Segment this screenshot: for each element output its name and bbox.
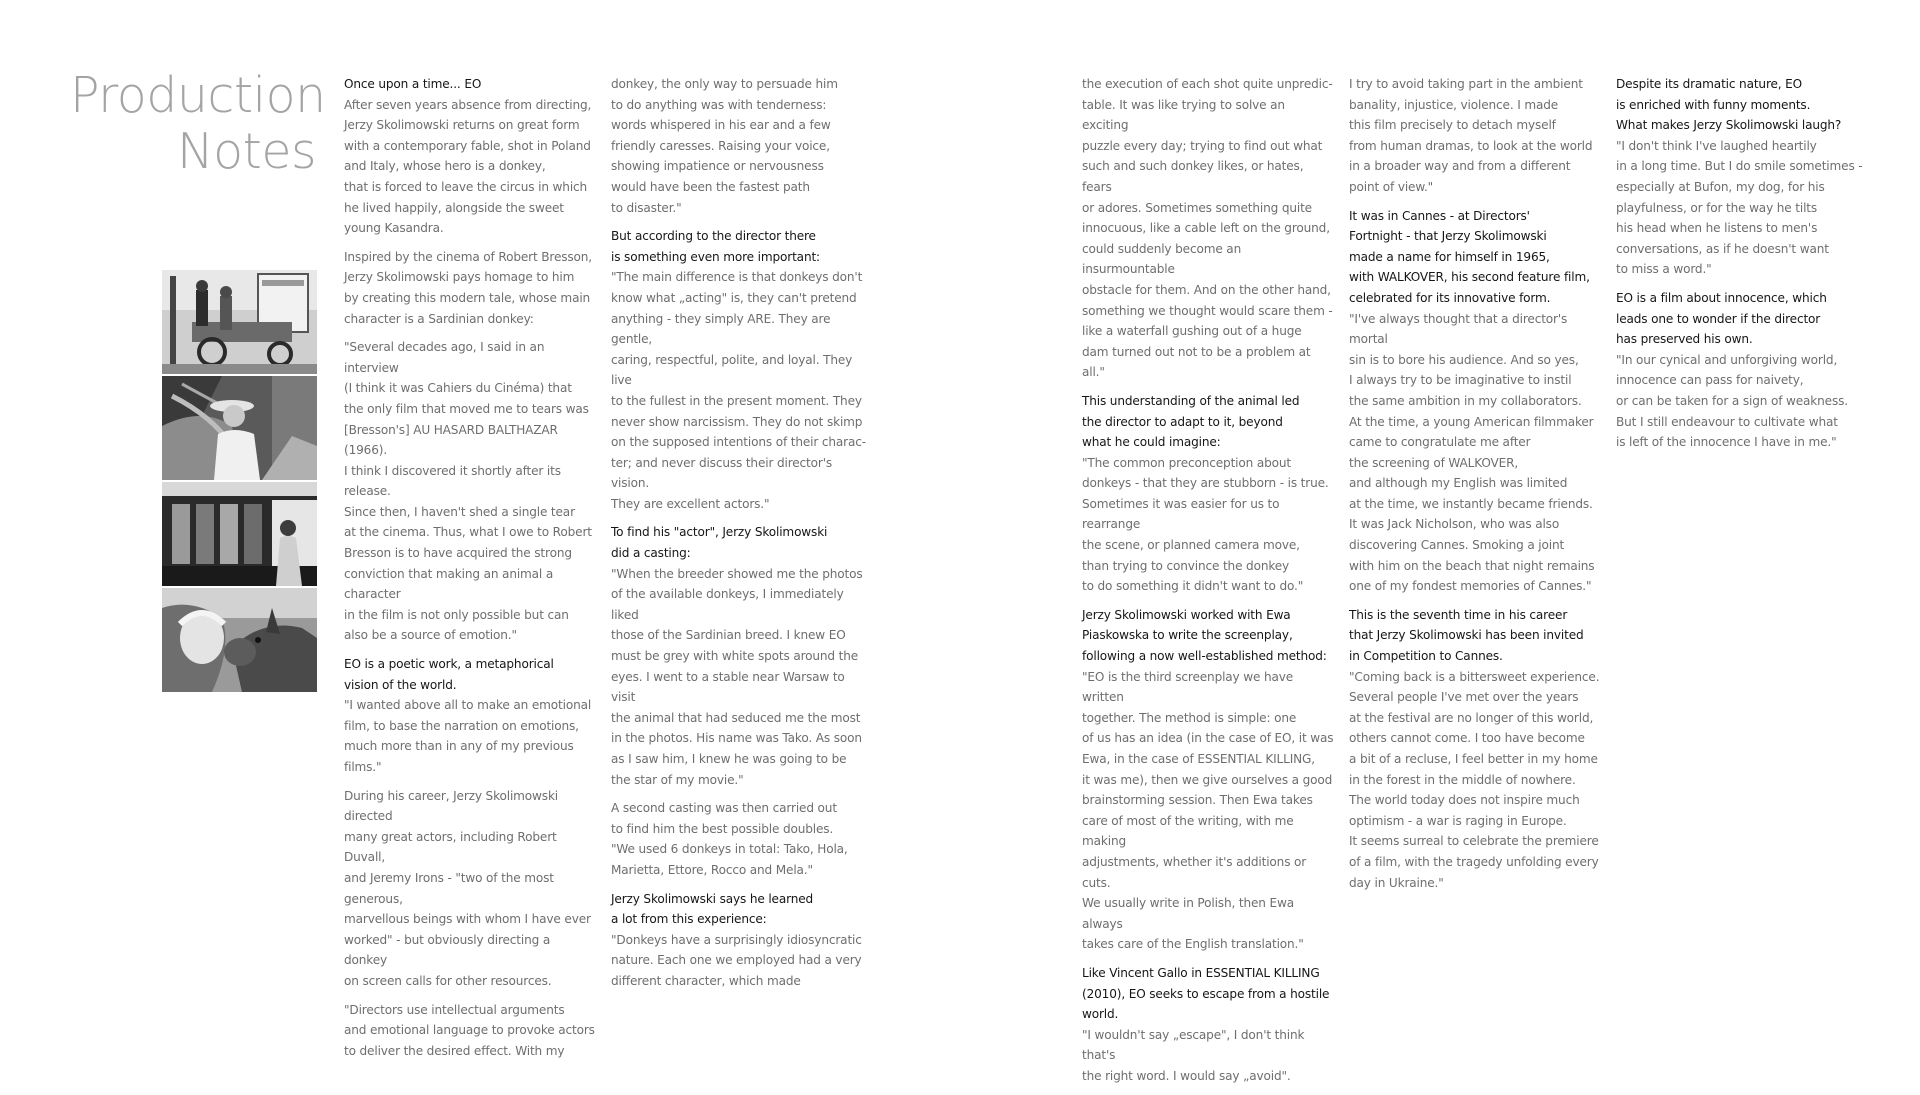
text-block <box>611 798 867 880</box>
text-block <box>344 74 596 239</box>
block-heading: But according to the director there is something even more important: <box>611 229 820 264</box>
block-text: donkey, the only way to persuade him to do anything was with tenderness: words whispered in his ear and a few friendly caresses. Raising your voice, showing impatience or nervousness would have been the fastest path to disaster." <box>611 77 838 215</box>
text-block <box>611 522 867 790</box>
block-text: "I don't think I've laughed heartily in a long time. But I do smile sometimes - especially at Bufon, my dog, for his playfulness, or for the way he tilts his head when he listens to men's conversations, as if he doesn't want to miss a word." <box>1616 138 1863 277</box>
donkey-cart-photo-icon <box>162 270 317 374</box>
text-block <box>344 786 596 992</box>
photo-strip <box>162 270 317 694</box>
text-block <box>1349 605 1605 893</box>
text-block <box>611 226 867 514</box>
block-text: A second casting was then carried out to find him the best possible doubles. "We used 6 donkeys in total: Tako, Hola, Marietta, Ettore, Rocco and Mela." <box>611 801 848 877</box>
man-with-donkey-photo-icon <box>162 376 317 480</box>
text-block <box>344 337 596 646</box>
block-text: "Directors use intellectual arguments and emotional language to provoke actors to deliver the desired effect. With my <box>344 1002 595 1058</box>
text-block <box>1616 288 1886 453</box>
page-title <box>70 67 326 180</box>
text-column-1 <box>344 74 596 1069</box>
text-block <box>1082 963 1334 1087</box>
text-column-3 <box>1082 74 1334 1095</box>
block-text: Inspired by the cinema of Robert Bresson, Jerzy Skolimowski pays homage to him by creating this modern tale, whose main character is a Sardinian donkey: <box>344 249 592 326</box>
block-heading: Once upon a time... EO <box>344 77 482 91</box>
block-text: "EO is the third screenplay we have written together. The method is simple: one of us has an idea (in the case of EO, it was Ewa, in the case of ESSENTIAL KILLING, it was me), then we give ourselves a good brainstorming session. Then Ewa takes care of most of the writing, with me making adjustments, whether it's additions or cuts. We usually write in Polish, then Ewa always takes care of the English translation." <box>1082 669 1334 952</box>
text-block <box>344 1000 596 1062</box>
block-heading: Jerzy Skolimowski says he learned a lot from this experience: <box>611 891 814 927</box>
block-text: I try to avoid taking part in the ambient banality, injustice, violence. I made this film precisely to detach myself from human dramas, to look at the world in a broader way and from a different point of view." <box>1349 77 1593 194</box>
block-text: "Coming back is a bittersweet experience. Several people I've met over the years at the festival are no longer of this world, others cannot come. I too have become a bit of a recluse, I feel better in my home in the forest in the middle of nowhere. The world today does not inspire much optimism - a war is raging in Europe. It seems surreal to celebrate the premiere of a film, with the tragedy unfolding every day in Ukraine." <box>1349 669 1600 890</box>
block-text: "Donkeys have a surprisingly idiosyncratic nature. Each one we employed had a very different character, which made <box>611 932 862 988</box>
block-heading: EO is a poetic work, a metaphorical vision of the world. <box>344 657 554 692</box>
block-text: "I wanted above all to make an emotional film, to base the narration on emotions, much more than in any of my previous films." <box>344 698 592 774</box>
block-text: During his career, Jerzy Skolimowski directed many great actors, including Robert Duvall, and Jeremy Irons - "two of the most generous, marvellous beings with whom I have ever worked" - but obviously directing a donkey on screen calls for other resources. <box>344 788 591 988</box>
block-heading: It was in Cannes - at Directors' Fortnight - that Jerzy Skolimowski made a name for himself in 1965, with WALKOVER, his second feature film, celebrated for its innovative form. <box>1349 208 1590 305</box>
block-heading: To find his "actor", Jerzy Skolimowski did a casting: <box>611 525 828 561</box>
donkey-nuzzling-woman-photo-icon <box>162 588 317 692</box>
block-text: the execution of each shot quite unpredic- table. It was like trying to solve an exciting puzzle every day; trying to find out what such and such donkey likes, or hates, fears or adores. Sometimes something quite innocuous, like a cable left on the ground, could suddenly become an insurmountable obstacle for them. And on the other hand, something we thought would scare them - like a waterfall gushing out of a huge dam turned out not to be a problem at all." <box>1082 77 1333 380</box>
text-block <box>1349 74 1605 198</box>
block-heading: Despite its dramatic nature, EO is enriched with funny moments. What makes Jerzy Skolimowski laugh? <box>1616 77 1842 133</box>
text-block <box>1616 74 1886 280</box>
block-text: "The main difference is that donkeys don't know what „acting" is, they can't pretend anything - they simply ARE. They are gentle, caring, respectful, polite, and loyal. They live to the fullest in the present moment. They never show narcissism. They do not skimp on the supposed intentions of their charac- ter; and never discuss their director's vision. They are excellent actors." <box>611 270 866 511</box>
block-text: "Several decades ago, I said in an interview (I think it was Cahiers du Cinéma) that the only film that moved me to tears was [Bresson's] AU HASARD BALTHAZAR (1966). I think I discovered it shortly after its release. Since then, I haven't shed a single tear at the cinema. Thus, what I owe to Robert Bresson is to have acquired the strong conviction that making an animal a character in the film is not only possible but can also be a source of emotion." <box>344 340 592 643</box>
block-text: "I've always thought that a director's mortal sin is to bore his audience. And so yes, I always try to be imaginative to instil the same ambition in my collaborators. At the time, a young American filmmaker came to congratulate me after the screening of WALKOVER, and although my English was limited at the time, we instantly became friends. It was Jack Nicholson, who was also discovering Cannes. Smoking a joint with him on the beach that night remains one of my fondest memories of Cannes." <box>1349 311 1595 594</box>
block-text: "The common preconception about donkeys - that they are stubborn - is true. Sometimes it was easier for us to rearrange the scene, or planned camera move, than trying to convince the donkey to do something it didn't want to do." <box>1082 455 1329 594</box>
text-block <box>344 654 596 778</box>
block-text: After seven years absence from directing, Jerzy Skolimowski returns on great form with a contemporary fable, shot in Poland and Italy, whose hero is a donkey, that is forced to leave the circus in which he lived happily, alongside the sweet young Kasandra. <box>344 97 592 236</box>
block-text: "In our cynical and unforgiving world, innocence can pass for naivety, or can be taken for a sign of weakness. But I still endeavour to cultivate what is left of the innocence I have in me." <box>1616 352 1848 450</box>
text-block <box>344 247 596 329</box>
block-heading: Like Vincent Gallo in ESSENTIAL KILLING (2010), EO seeks to escape from a hostile world. <box>1082 965 1330 1022</box>
block-heading: Jerzy Skolimowski worked with Ewa Piaskowska to write the screenplay, following a now well-established method: <box>1082 607 1327 664</box>
text-block <box>1082 605 1334 955</box>
block-text: "I wouldn't say „escape", I don't think that's the right word. I would say „avoid". <box>1082 1027 1305 1083</box>
woman-in-shop-photo-icon <box>162 482 317 586</box>
text-column-5 <box>1616 74 1886 461</box>
title-line-1: Production <box>70 67 326 124</box>
text-block <box>611 889 867 992</box>
text-block <box>1082 391 1334 597</box>
block-heading: EO is a film about innocence, which leads one to wonder if the director has preserved his own. <box>1616 290 1827 347</box>
text-block <box>1082 74 1334 383</box>
title-line-2: Notes <box>176 123 316 180</box>
block-heading: This understanding of the animal led the director to adapt to it, beyond what he could imagine: <box>1082 393 1300 450</box>
text-column-2 <box>611 74 867 1000</box>
block-heading: This is the seventh time in his career that Jerzy Skolimowski has been invited in Competition to Cannes. <box>1349 607 1584 664</box>
block-text: "When the breeder showed me the photos of the available donkeys, I immediately liked those of the Sardinian breed. I knew EO must be grey with white spots around the eyes. I went to a stable near Warsaw to visit the animal that had seduced me the most in the photos. His name was Tako. As soon as I saw him, I knew he was going to be the star of my movie." <box>611 566 863 787</box>
text-column-4 <box>1349 74 1605 901</box>
text-block <box>1349 206 1605 597</box>
text-block <box>611 74 867 218</box>
